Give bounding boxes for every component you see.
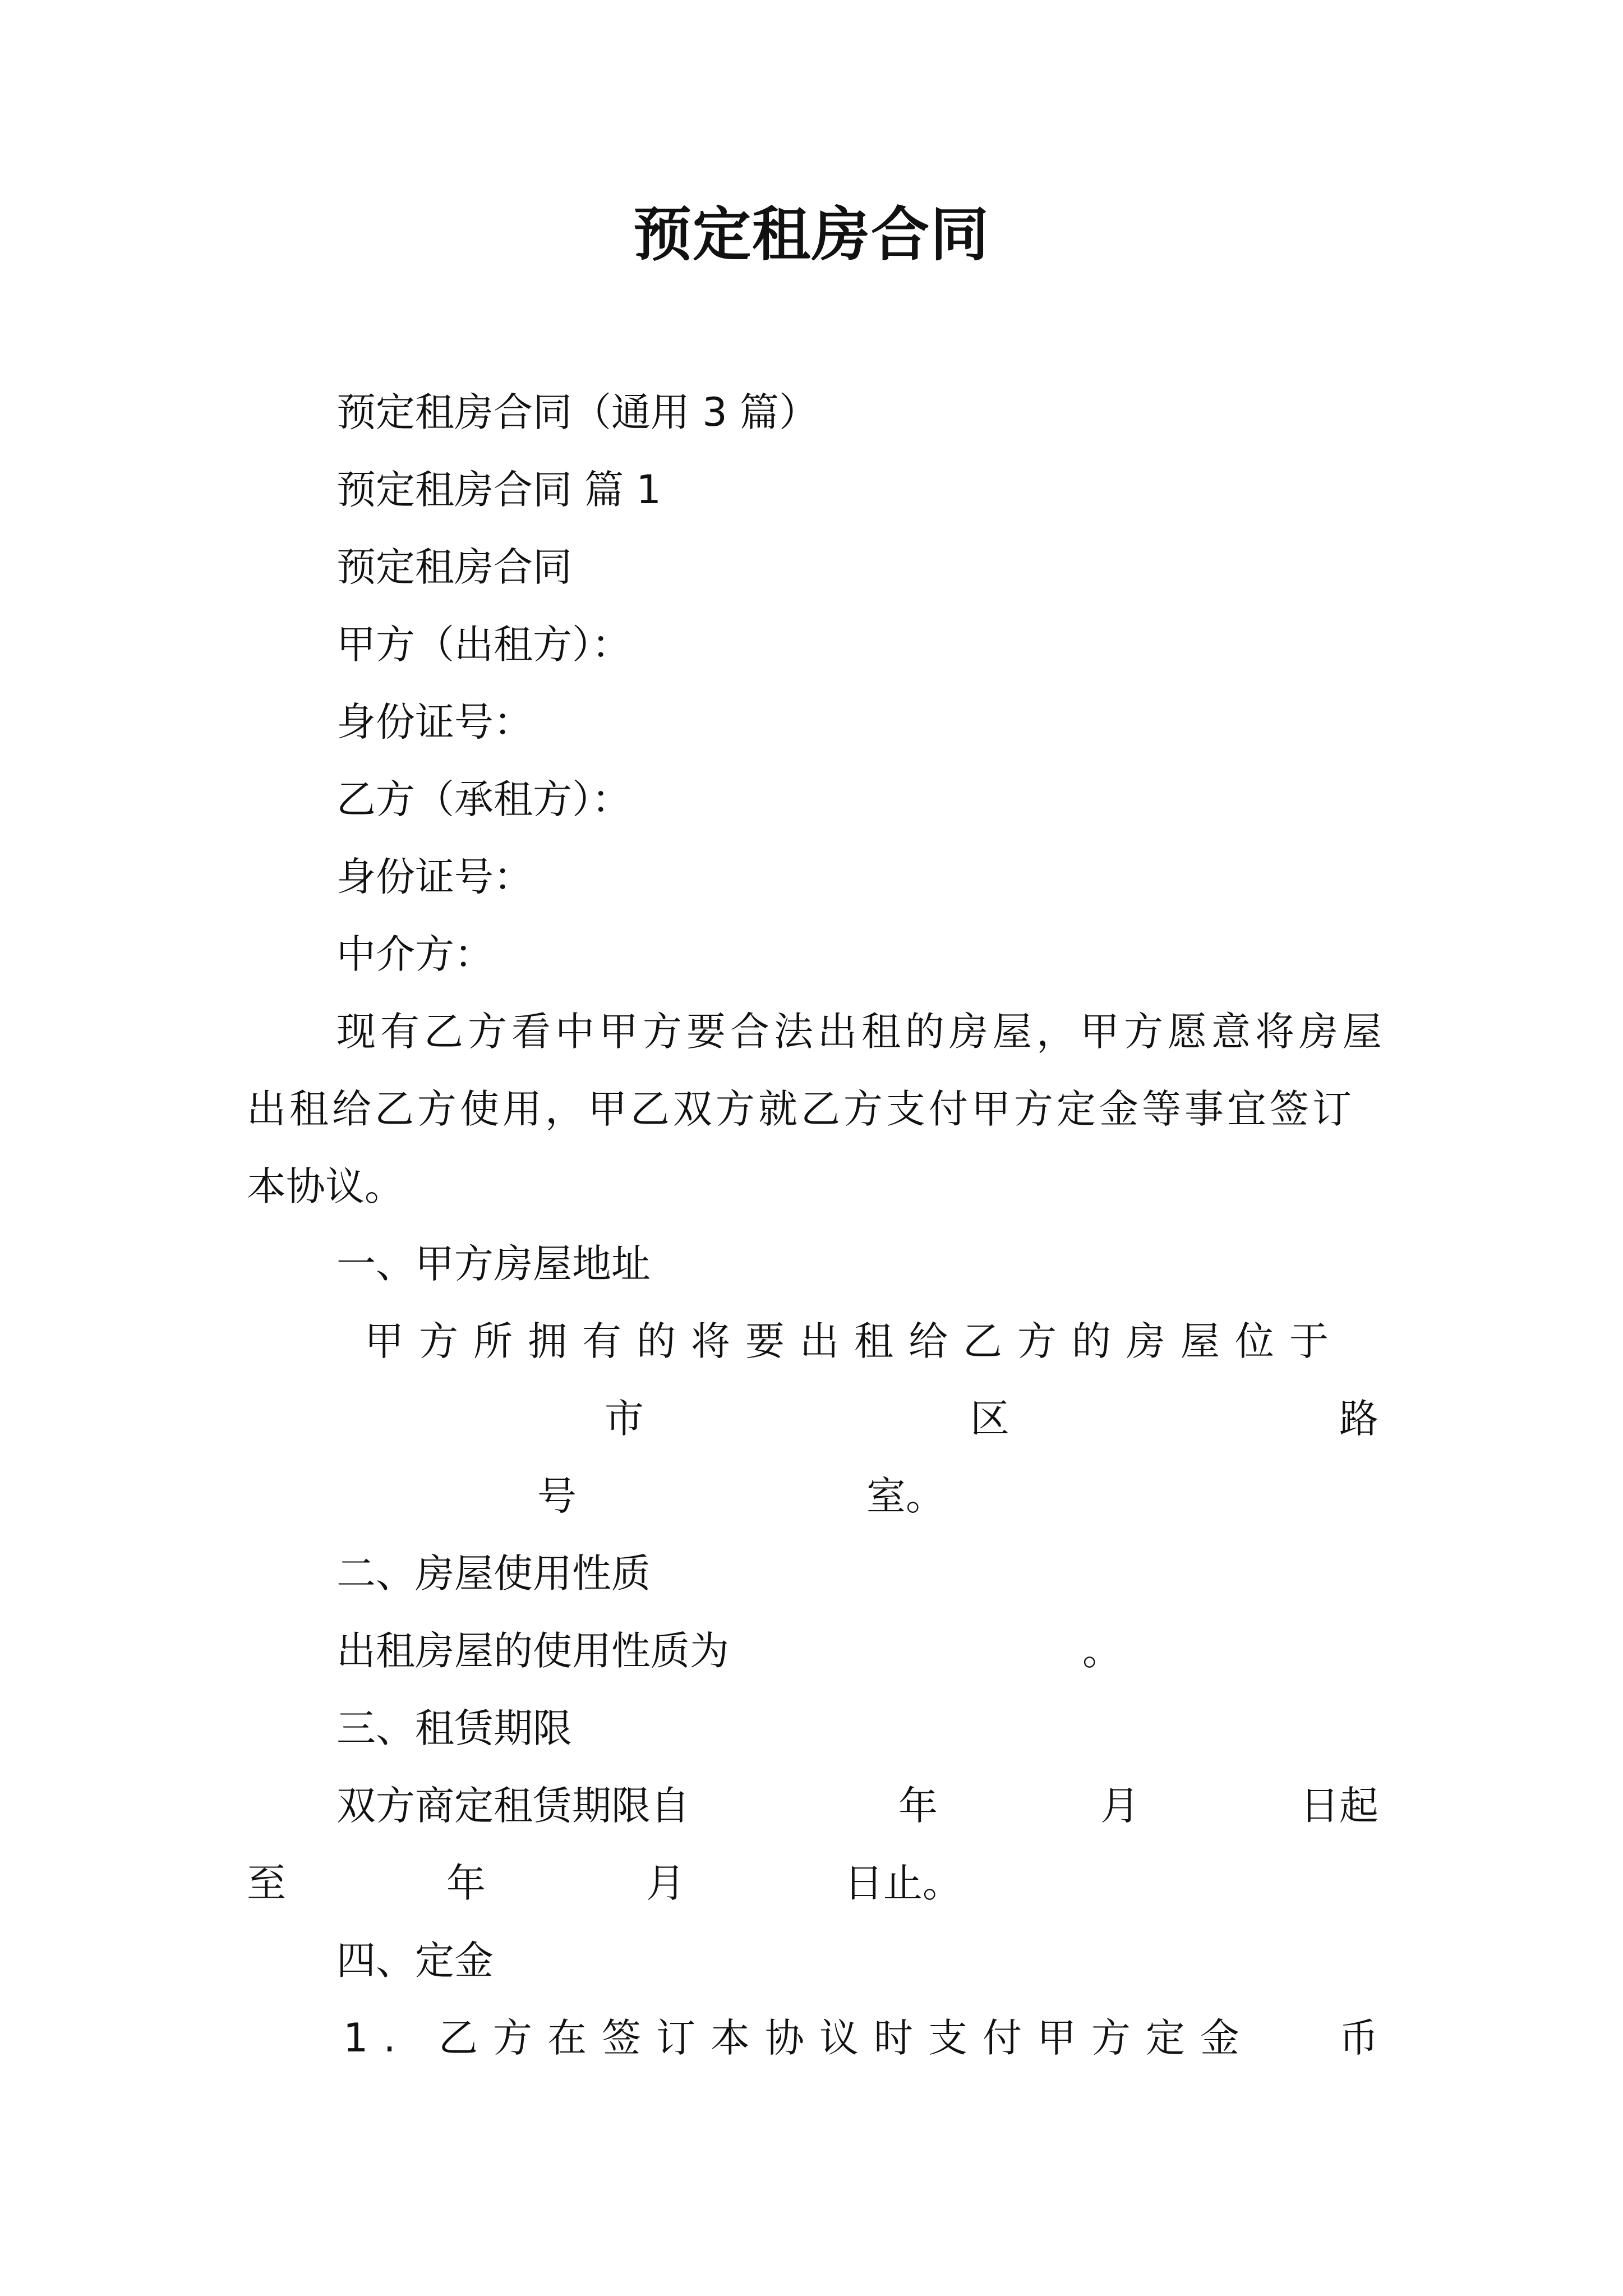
party-a-label: 甲方（出租方）： [336,622,631,668]
part-heading: 预定租房合同 篇 1 [336,467,662,513]
address-number-label: 号 [537,1473,577,1519]
address-room-label: 室。 [866,1473,945,1519]
intro-paragraph-line-3: 本协议。 [247,1163,404,1209]
term-end-year: 年 [446,1860,486,1906]
term-to-text: 至 [247,1860,286,1906]
intro-paragraph-line-1 [336,1006,1386,1057]
section-2-heading: 二、房屋使用性质 [336,1550,651,1596]
party-a-id-label: 身份证号： [336,699,533,745]
term-end-month: 月 [646,1860,685,1906]
address-district-label: 区 [970,1396,1009,1442]
intro-paragraph-line-2: 出租给乙方使用，甲乙双方就乙方支付甲方定金等事宜签订 [247,1086,1355,1132]
term-end-day: 日止。 [844,1860,962,1906]
use-nature-text: 出租房屋的使用性质为 [336,1628,729,1674]
section-3-heading: 三、租赁期限 [336,1705,572,1751]
party-b-label: 乙方（承租方）： [336,776,631,822]
section-1-heading: 一、甲方房屋地址 [336,1241,651,1287]
term-start-month: 月 [1100,1783,1140,1829]
intro-text-1: 现有乙方看中甲方要合法出租的房屋，甲方愿意将房屋 [336,1009,1386,1055]
term-start-text: 双方商定租赁期限自 [336,1783,690,1829]
term-start-year: 年 [898,1783,938,1829]
deposit-currency-label: 币 [1339,2015,1378,2061]
party-b-id-label: 身份证号： [336,854,533,900]
document-title: 预定租房合同 [633,200,990,269]
address-city-label: 市 [605,1396,644,1442]
contract-name: 预定租房合同 [336,544,572,590]
address-line-1: 甲方所拥有的将要出租给乙方的房屋位于 [365,1318,1344,1364]
agent-label: 中介方： [336,931,494,977]
use-nature-end: 。 [1082,1628,1122,1674]
subtitle: 预定租房合同（通用 3 篇） [336,389,819,435]
section-4-heading: 四、定金 [336,1938,494,1984]
deposit-line-1: 1. 乙方在签订本协议时支付甲方定金 [343,2015,1255,2061]
address-road-label: 路 [1339,1396,1378,1442]
term-start-day: 日起 [1300,1783,1378,1829]
